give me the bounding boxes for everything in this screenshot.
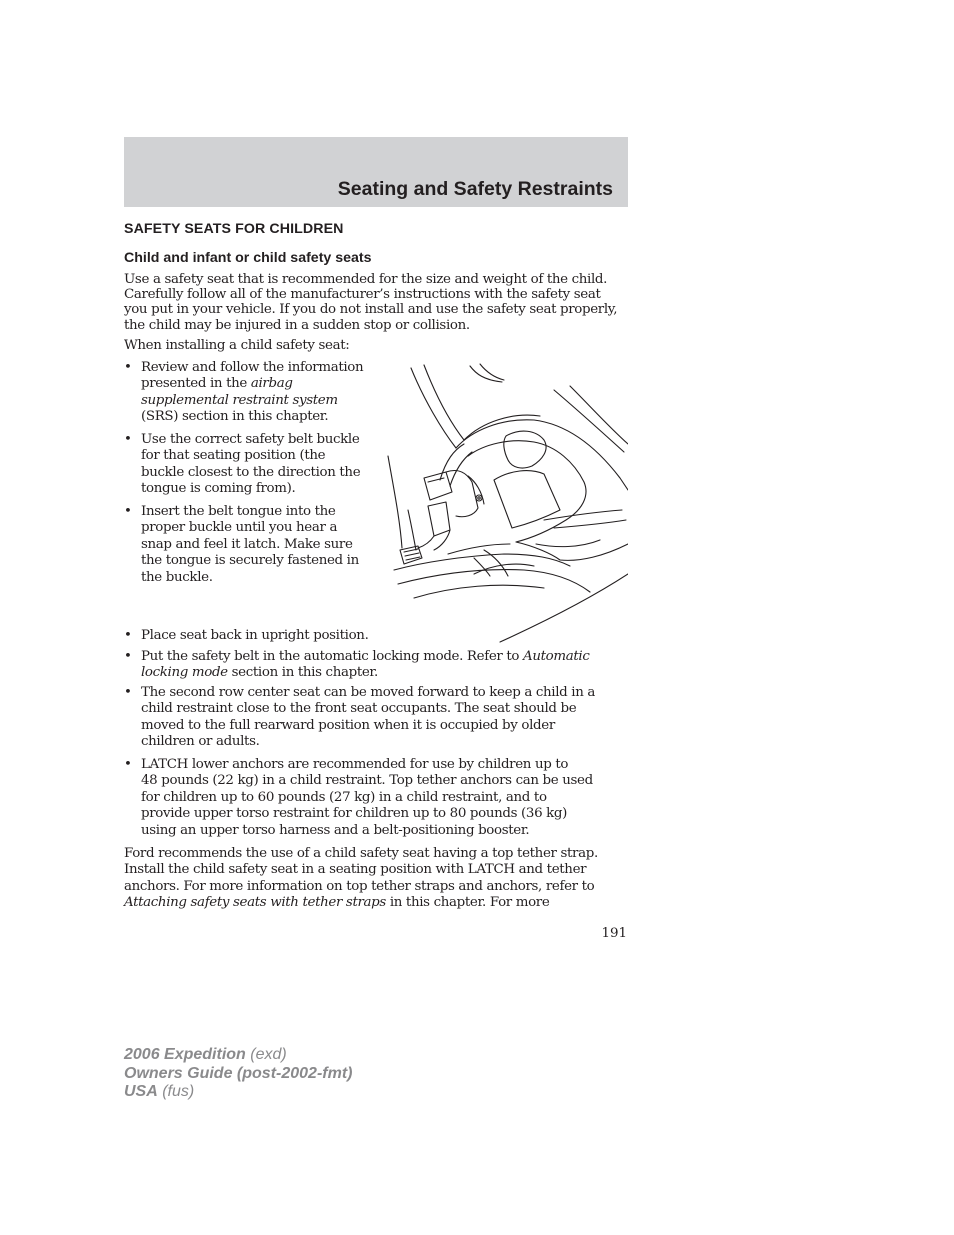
bullet-icon: • — [124, 504, 132, 519]
bullet-icon: • — [124, 757, 132, 772]
bullet-icon: • — [124, 432, 132, 447]
document-footer: 2006 Expedition (exd) Owners Guide (post-2002-fmt) USA (fus) — [124, 1046, 353, 1100]
bullet-icon: • — [124, 685, 132, 700]
page-number: 191 — [601, 926, 627, 941]
installing-intro: When installing a child safety seat: — [124, 338, 350, 353]
bullet-icon: • — [124, 649, 132, 664]
intro-paragraph: Use a safety seat that is recommended for the size and weight of the child. Carefully follow all of the manufacturer’s instructions with the safety seat you put in your vehicle. If you do not install and use the safety seat properly, the child may be injured in a sudden stop or collision. — [124, 272, 618, 333]
sub-heading: Child and infant or child safety seats — [124, 250, 372, 266]
chapter-title: Seating and Safety Restraints — [337, 178, 613, 200]
section-heading: SAFETY SEATS FOR CHILDREN — [124, 221, 344, 237]
header-band — [124, 137, 628, 207]
closing-paragraph: Ford recommends the use of a child safety seat having a top tether strap. Install the child safety seat in a seating position with LATCH and tether anchors. For more information on top tether straps and anchors, refer to Attaching safety seats with tether straps in this chapter. For more — [124, 846, 598, 910]
bullet-icon: • — [124, 628, 132, 643]
seat-belt-buckle-illustration-icon — [384, 360, 628, 650]
bullet-icon: • — [124, 360, 132, 375]
